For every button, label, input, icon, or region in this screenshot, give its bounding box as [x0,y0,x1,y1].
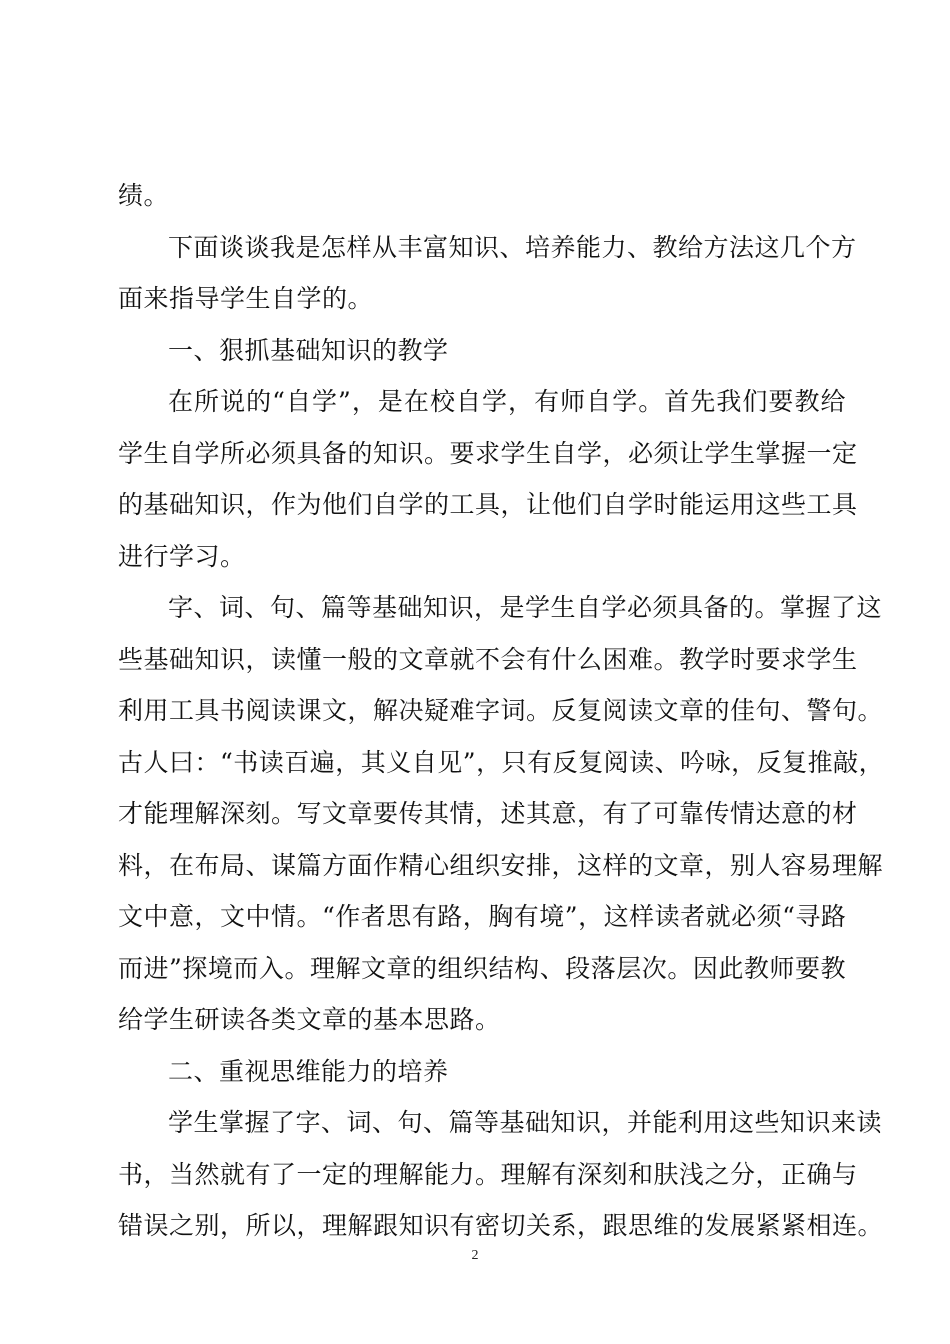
text-line: 给学生研读各类文章的基本思路。 [118,1005,501,1034]
page-number: 2 [471,1248,479,1263]
text-line: 而进”探境而入。理解文章的组织结构、段落层次。因此教师要教 [118,953,846,983]
text-line: 学生自学所必须具备的知识。要求学生自学，必须让学生掌握一定 [118,438,858,468]
text-line: 文中意，文中情。“作者思有路，胸有境”，这样读者就必须“寻路 [118,902,847,931]
text-line: 面来指导学生自学的。 [118,284,374,313]
text-line: 书，当然就有了一定的理解能力。理解有深刻和肤浅之分，正确与 [118,1159,858,1189]
text-line: 料，在布局、谋篇方面作精心组织安排，这样的文章，别人容易理解 [118,850,884,880]
text-line: 些基础知识，读懂一般的文章就不会有什么困难。教学时要求学生 [118,644,858,674]
text-line: 绩。 [118,181,170,210]
text-line: 错误之别，所以，理解跟知识有密切关系，跟思维的发展紧紧相连。 [118,1211,884,1240]
text-line: 二、重视思维能力的培养 [168,1056,449,1086]
text-line: 的基础知识，作为他们自学的工具，让他们自学时能运用这些工具 [118,490,858,519]
text-line: 利用工具书阅读课文，解决疑难字词。反复阅读文章的佳句、警句。 [118,696,884,725]
text-line: 学生掌握了字、词、句、篇等基础知识，并能利用这些知识来读 [168,1108,883,1137]
text-line: 字、词、句、篇等基础知识，是学生自学必须具备的。掌握了这 [168,593,883,622]
text-line: 古人曰：“书读百遍，其义自见”，只有反复阅读、吟咏，反复推敲， [118,747,885,777]
text-line: 才能理解深刻。写文章要传其情，述其意，有了可靠传情达意的材 [118,799,858,828]
body-text [118,170,885,1252]
text-line: 在所说的“自学”，是在校自学，有师自学。首先我们要教给 [168,387,846,416]
text-line: 进行学习。 [118,541,246,571]
text-line: 下面谈谈我是怎样从丰富知识、培养能力、教给方法这几个方 [168,232,857,262]
text-line: 一、狠抓基础知识的教学 [168,335,449,365]
